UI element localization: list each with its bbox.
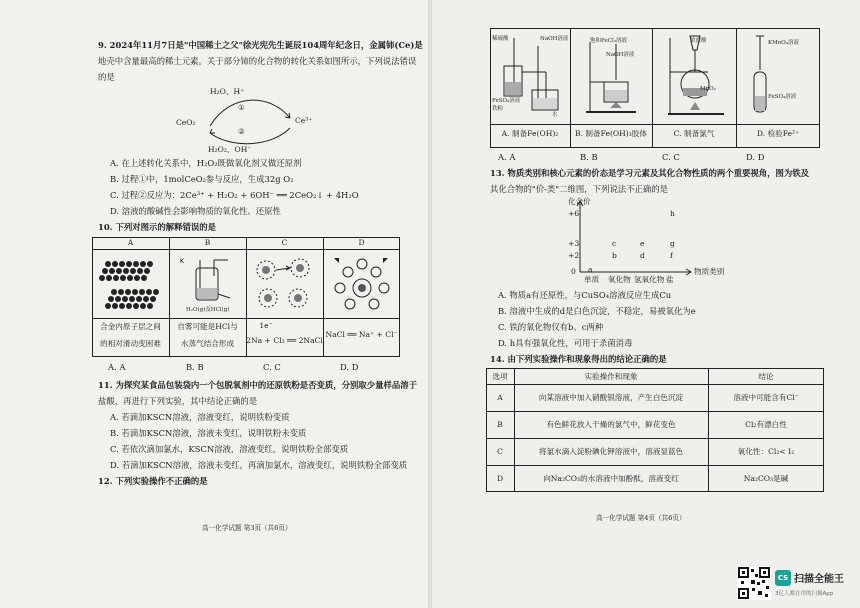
q13-ytick-plus6: +6 — [568, 209, 580, 218]
q12-label-d: D. 检验Fe²⁺ — [756, 129, 800, 138]
q11-option-b: B. 若滴加KSCN溶液，溶液未变红，说明铁粉未变质 — [110, 428, 307, 438]
q10-caption-b-2: 水蒸气结合形成 — [180, 339, 235, 348]
q14-row-d-operation: 向Na₂CO₃的水溶液中加酚酞，溶液变红 — [543, 474, 679, 483]
q13-option-c: C. 铁的氧化物仅有b、c两种 — [498, 322, 604, 332]
q9-diagram-right: Ce³⁺ — [295, 116, 313, 125]
q14-header-conclusion: 结论 — [758, 372, 774, 381]
q14-row-d-option: D — [496, 474, 504, 483]
q12-d-label-kmno4: KMnO₄溶液 — [768, 40, 799, 46]
q12-c-label-hcl: 浓盐酸 — [690, 38, 707, 44]
q12-label-b: B. 制备Fe(OH)₃胶体 — [575, 129, 647, 138]
q13-point-g: g — [670, 239, 675, 248]
exam-page-right — [430, 0, 860, 608]
q13-point-h: h — [670, 209, 675, 218]
q13-option-a: A. 物质a有还原性，与CuSO₄溶液反应生成Cu — [498, 290, 672, 300]
q10-option-d: D. D — [340, 362, 359, 372]
q12-option-b: B. B — [580, 152, 598, 162]
q10-caption-d: NaCl ══ Na⁺ + Cl⁻ — [325, 330, 398, 339]
q14-row-c-operation: 将氯水滴入淀粉碘化钾溶液中，溶液显蓝色 — [538, 447, 684, 456]
q14-row-b-option: B — [497, 420, 503, 429]
q13-option-d: D. h具有强氧化性，可用于杀菌消毒 — [498, 338, 633, 348]
q13-point-f: f — [670, 251, 673, 260]
watermark-subtitle: 3亿人都在用的扫描App — [775, 591, 834, 597]
q13-point-c: c — [612, 239, 617, 248]
q12-stem: 12. 下列实验操作不正确的是 — [98, 476, 208, 486]
q12-c-label-mno2: MnO₂ — [700, 86, 716, 92]
q11-option-d: D. 若滴加KSCN溶液，溶液未变红，再滴加氯水，溶液变红，说明铁粉全部变质 — [110, 460, 408, 470]
q13-point-b: b — [612, 251, 617, 260]
q9-option-c: C. 过程②反应为：2Ce³⁺ + H₂O₂ + 6OH⁻ ══ 2CeO₂↓ + 4H₂O — [110, 190, 359, 200]
q10-header-b: B — [204, 238, 211, 247]
q14-header-operation: 实验操作和现象 — [584, 372, 638, 381]
svg-text:K: K — [180, 258, 184, 265]
q10-header-c: C — [281, 238, 288, 247]
q13-point-e: e — [640, 239, 645, 248]
q12-label-a: A. 制备Fe(OH)₂ — [501, 129, 559, 138]
q9-option-d: D. 溶液的酸碱性会影响物质的氧化性、还原性 — [110, 206, 281, 216]
q14-header-option: 选项 — [492, 372, 508, 381]
q11-stem-line2: 盐酸，再进行下列实验，其中结论正确的是 — [98, 396, 258, 406]
q12-a-label-naoh: NaOH溶液 — [540, 36, 569, 42]
left-page-footer: 高一化学试题 第3页（共6页） — [202, 524, 292, 532]
q10-header-a: A — [127, 238, 134, 247]
q12-a-label-feso4: FeSO₄溶液 — [492, 98, 521, 104]
q10-caption-a-2: 的相对滑动变困难 — [100, 339, 161, 348]
q10-c-electron-label: 1e⁻ — [259, 321, 273, 330]
q12-option-a: A. A — [498, 152, 516, 162]
q13-ytick-plus2: +2 — [568, 251, 580, 260]
app-badge-icon: CS — [775, 570, 791, 586]
scanner-watermark — [737, 566, 855, 602]
q12-a-label-water: 水 — [552, 112, 558, 118]
q14-row-a-operation: 向某溶液中加入硝酸银溶液，产生白色沉淀 — [538, 393, 684, 402]
q11-option-a: A. 若滴加KSCN溶液，溶液变红，说明铁粉变质 — [110, 412, 290, 422]
q13-stem-line1: 13. 物质类别和核心元素的价态是学习元素及其化合物性质的两个重要视角，图为铁及 — [490, 168, 809, 178]
q13-point-d: d — [640, 251, 645, 260]
q12-option-c: C. C — [662, 152, 680, 162]
right-page-footer: 高一化学试题 第4页（共6页） — [596, 514, 686, 522]
q9-cycle-diagram — [190, 88, 313, 148]
q9-stem-line2: 地壳中含量最高的稀土元素。关于部分铈的化合物的转化关系如图所示，下列说法错误 — [98, 56, 417, 66]
q13-chart-xlabel: 物质类别 — [694, 267, 725, 276]
watermark-title: 扫描全能王 — [794, 574, 844, 585]
q12-a-label-iron: 铁粉 — [492, 106, 504, 112]
q10-c-equation: 2Na + Cl₂ ══ 2NaCl — [246, 336, 323, 345]
qr-code-icon — [737, 566, 771, 600]
q11-stem-line1: 11. 为探究某食品包装袋内一个包脱氧剂中的还原铁粉是否变质，分别取少量样品溶于 — [98, 380, 417, 390]
q12-a-label-acid: 稀硫酸 — [492, 36, 509, 42]
q14-row-d-conclusion: Na₂CO₃是碱 — [743, 474, 789, 483]
q14-row-a-option: A — [497, 393, 503, 402]
q10-caption-b-1: 自雾可能是HCl与 — [177, 322, 238, 331]
q10-caption-a-1: 合金内原子层之间 — [100, 322, 161, 331]
q10-header-d: D — [358, 238, 365, 247]
q10-nacl-dissolution-image — [328, 254, 396, 314]
q10-option-a: A. A — [108, 362, 126, 372]
q12-label-c: C. 制备氯气 — [673, 129, 715, 138]
q9-diagram-left: CeO₂ — [176, 118, 196, 127]
q10-option-b: B. B — [186, 362, 204, 372]
q9-option-a: A. 在上述转化关系中，H₂O₂既做氧化剂又做还原剂 — [110, 158, 302, 168]
q13-stem-line2: 其化合物的"价-类"二维图，下列说法不正确的是 — [490, 184, 669, 194]
q13-ytick-plus3: +3 — [568, 239, 580, 248]
q9-option-b: B. 过程①中，1molCeO₂参与反应，生成32g O₂ — [110, 174, 294, 184]
q12-b-label-naoh: NaOH溶液 — [606, 52, 635, 58]
q12-option-d: D. D — [746, 152, 765, 162]
q14-row-a-conclusion: 溶液中可能含有Cl⁻ — [733, 393, 799, 402]
q13-xtick-hydroxide: 氢氧化物 — [634, 275, 665, 284]
q9-diagram-step1: ① — [238, 103, 245, 112]
q10-alloy-layers-image — [100, 256, 162, 312]
q12-d-label-feso4: FeSO₄溶液 — [768, 94, 797, 100]
q9-diagram-top: H₂O、H⁺ — [210, 87, 245, 96]
q13-chart-ylabel: 化合价 — [568, 197, 591, 206]
q14-row-b-conclusion: Cl₂有漂白性 — [745, 420, 787, 429]
q13-option-b: B. 溶液中生成的d是白色沉淀，不稳定，易被氧化为e — [498, 306, 696, 316]
page-fold — [428, 0, 432, 608]
q13-xtick-oxide: 氧化物 — [608, 275, 631, 284]
q10-option-c: C. C — [263, 362, 281, 372]
q14-row-c-option: C — [497, 447, 503, 456]
q10-b-label: H₂O(g)及HCl(g) — [186, 307, 230, 313]
q11-option-c: C. 若依次滴加氯水，KSCN溶液，溶液变红，说明铁粉全部变质 — [110, 444, 349, 454]
q13-point-a: a — [588, 265, 593, 274]
q10-ion-image — [252, 254, 318, 314]
q13-xtick-salt: 盐 — [666, 275, 674, 284]
q14-row-c-conclusion: 氧化性：Cl₂< I₂ — [737, 447, 795, 456]
q9-stem-line1: 9. 2024年11月7日是"中国稀土之父"徐光宪先生诞辰104周年纪念日，金属铈(Ce)是 — [98, 40, 423, 50]
q12-b-label-fecl3: 饱和FeCl₃溶液 — [590, 38, 627, 44]
q13-ytick-zero: 0 — [571, 267, 576, 276]
q10-stem: 10. 下列对图示的解释错误的是 — [98, 222, 216, 232]
q9-stem-line3: 的是 — [98, 72, 115, 82]
q9-diagram-step2: ② — [238, 127, 245, 136]
q9-diagram-bottom: H₂O₂、OH⁻ — [208, 145, 252, 154]
q14-row-b-operation: 有色鲜花放入干燥的氯气中，鲜花变色 — [546, 420, 676, 429]
q13-xtick-element: 单质 — [584, 275, 600, 284]
q14-stem: 14. 由下列实验操作和现象得出的结论正确的是 — [490, 354, 667, 364]
